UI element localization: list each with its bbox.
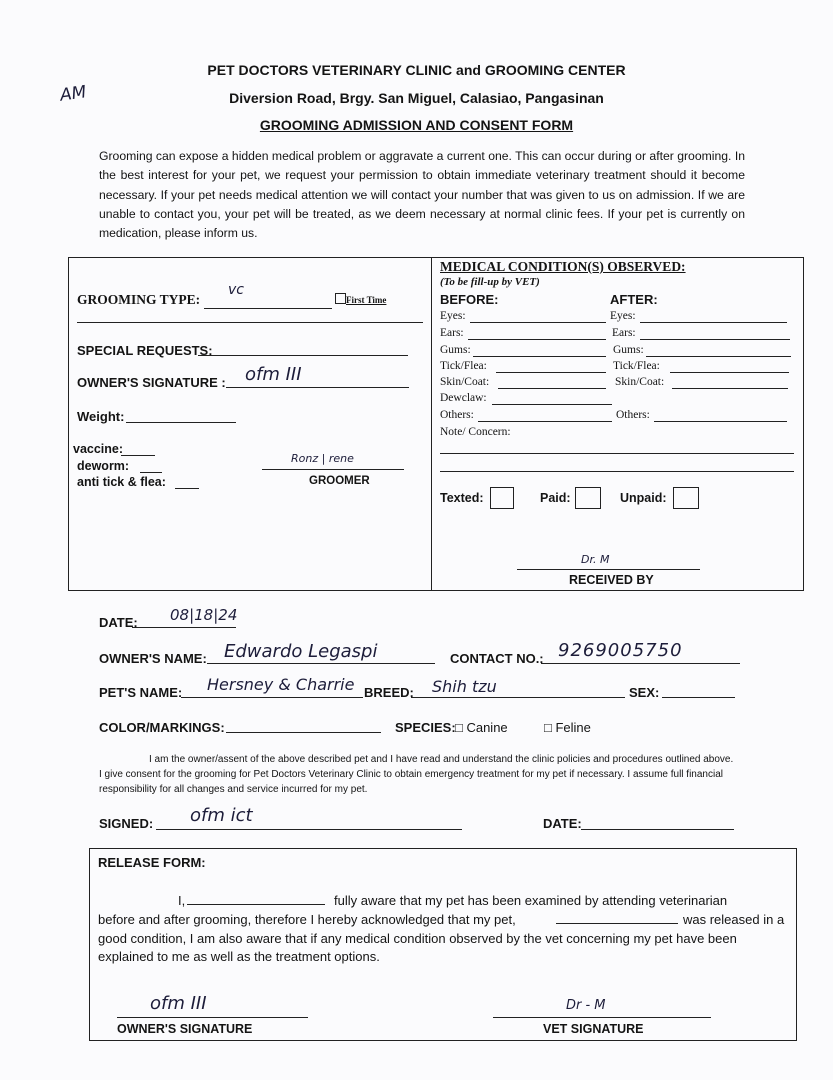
owner-name-label: OWNER'S NAME: <box>99 651 207 666</box>
texted-checkbox[interactable] <box>490 487 514 509</box>
breed-value[interactable]: Shih tzu <box>432 677 497 696</box>
release-owner-signature-label: OWNER'S SIGNATURE <box>117 1022 253 1036</box>
sex-label: SEX: <box>629 685 660 700</box>
column-divider <box>431 257 432 590</box>
medical-subtitle: (To be fill-up by VET) <box>440 276 540 288</box>
grooming-type-value[interactable]: vc <box>228 282 244 298</box>
signed-value[interactable]: ofm ict <box>190 805 253 826</box>
paid-checkbox[interactable] <box>575 487 601 509</box>
pet-name-value[interactable]: Hersney & Charrie <box>207 675 355 694</box>
received-by-label: RECEIVED BY <box>569 573 654 587</box>
unpaid-label: Unpaid: <box>620 491 667 505</box>
date-value[interactable]: 08|18|24 <box>170 606 238 624</box>
clinic-address: Diversion Road, Brgy. San Miguel, Calasiao, Pangasinan <box>229 90 604 106</box>
species-feline-option[interactable]: □ Feline <box>544 720 591 735</box>
vet-signature-value[interactable]: Dr - M <box>566 998 606 1013</box>
grooming-type-label: GROOMING TYPE: <box>77 292 201 307</box>
after-gums: Gums: <box>613 344 644 356</box>
vaccine-label: vaccine: <box>73 442 124 456</box>
color-markings-label: COLOR/MARKINGS: <box>99 720 225 735</box>
medical-title: MEDICAL CONDITION(S) OBSERVED: <box>440 259 686 274</box>
owner-signature-value[interactable]: ofm III <box>245 364 302 385</box>
anti-tick-label: anti tick & flea: <box>77 475 166 489</box>
after-skin-coat: Skin/Coat: <box>615 376 665 388</box>
owner-name-value[interactable]: Edwardo Legaspi <box>224 641 378 662</box>
before-gums: Gums: <box>440 344 471 356</box>
contact-label: CONTACT NO.: <box>450 651 544 666</box>
groomer-label: GROOMER <box>309 475 370 487</box>
before-eyes: Eyes: <box>440 310 466 322</box>
consent-date-label: DATE: <box>543 816 582 831</box>
before-others: Others: <box>440 409 474 421</box>
consent-line-2: I give consent for the grooming for Pet Doctors Veterinary Clinic to obtain emergency treatment for my pet if necessary. I assume full financial <box>99 769 723 780</box>
species-label: SPECIES: <box>395 720 456 735</box>
texted-label: Texted: <box>440 491 484 505</box>
first-time-label: First Time <box>346 295 387 305</box>
before-ears: Ears: <box>440 327 464 339</box>
contact-value[interactable]: 9269005750 <box>558 640 683 661</box>
breed-label: BREED: <box>364 685 414 700</box>
after-eyes: Eyes: <box>610 310 636 322</box>
after-label: AFTER: <box>610 292 658 307</box>
before-tick-flea: Tick/Flea: <box>440 360 487 372</box>
release-line-2-prefix: before and after grooming, therefore I hereby acknowledged that my pet, <box>98 912 516 927</box>
note-concern-label: Note/ Concern: <box>440 426 511 438</box>
species-canine-option[interactable]: □ Canine <box>455 720 508 735</box>
intro-paragraph: Grooming can expose a hidden medical problem or aggravate a current one. This can occur during or after grooming. In the best interest for your pet, we request your permission to obtain immediate veterinary treatment should it become necessary. If your pet needs medical attention we will contact your number that was given to us on admission. If we are unable to contact you, your pet will be treated, as we deem necessary at normal clinic fees. If your pet is currently on medication, please inform us. <box>99 149 745 241</box>
paid-label: Paid: <box>540 491 571 505</box>
consent-line-1: I am the owner/assent of the above described pet and I have read and understand the clinic policies and procedures outlined above. <box>149 754 734 765</box>
clinic-name: PET DOCTORS VETERINARY CLINIC and GROOMING CENTER <box>207 62 626 78</box>
vet-signature-label: VET SIGNATURE <box>543 1022 644 1036</box>
release-title: RELEASE FORM: <box>98 855 206 870</box>
release-owner-signature-value[interactable]: ofm III <box>150 993 207 1014</box>
groomer-value[interactable]: Ronz | rene <box>291 452 354 465</box>
consent-line-3: responsibility for all changes and service incurred for my pet. <box>99 784 368 795</box>
first-time-checkbox[interactable] <box>335 293 346 304</box>
owner-signature-label: OWNER'S SIGNATURE : <box>77 375 226 390</box>
after-ears: Ears: <box>612 327 636 339</box>
release-line-1-suffix: fully aware that my pet has been examined by attending veterinarian <box>334 893 728 908</box>
before-label: BEFORE: <box>440 292 499 307</box>
corner-initials: AM <box>58 82 88 106</box>
signed-label: SIGNED: <box>99 816 154 831</box>
release-line-1-prefix: I, <box>178 893 186 908</box>
form-title: GROOMING ADMISSION AND CONSENT FORM <box>259 117 574 133</box>
special-requests-label: SPECIAL REQUESTS: <box>77 343 213 358</box>
release-line-3: good condition, I am also aware that if any medical condition observed by the vet concerning my pet have been <box>98 931 737 946</box>
pet-name-label: PET'S NAME: <box>99 685 183 700</box>
date-label: DATE: <box>99 615 138 630</box>
unpaid-checkbox[interactable] <box>673 487 699 509</box>
received-by-value[interactable]: Dr. M <box>581 553 610 566</box>
after-tick-flea: Tick/Flea: <box>613 360 660 372</box>
weight-label: Weight: <box>77 409 125 424</box>
after-others: Others: <box>616 409 650 421</box>
before-dewclaw: Dewclaw: <box>440 392 487 404</box>
before-skin-coat: Skin/Coat: <box>440 376 490 388</box>
release-line-2-suffix: was released in a <box>683 912 785 927</box>
release-line-4: explained to me as well as the treatment options. <box>98 949 380 964</box>
deworm-label: deworm: <box>77 459 130 473</box>
